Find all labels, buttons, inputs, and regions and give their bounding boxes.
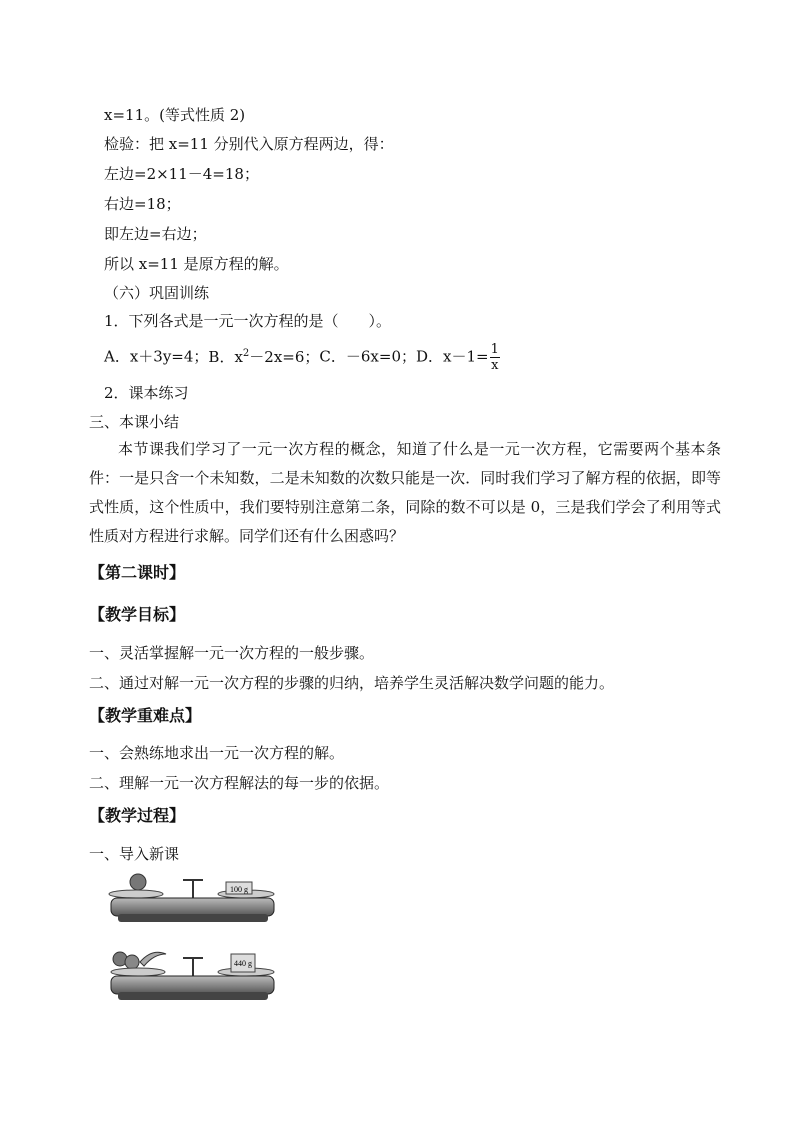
balance-scale-image-1 <box>108 868 278 926</box>
banana-icon <box>140 952 166 966</box>
weight-label-2: 440 g <box>234 959 252 968</box>
check-intro: 检验：把 x=11 分别代入原方程两边，得： <box>104 135 394 153</box>
option-b: B．$x^2-2x=6$； <box>208 347 320 366</box>
key-point-1: 一、会熟练地求出一元一次方程的解。 <box>89 744 345 762</box>
goal-2: 二、通过对解一元一次方程的步骤的归纳，培养学生灵活解决数学问题的能力。 <box>89 674 615 692</box>
question-2: 2．课本练习 <box>104 384 189 402</box>
balance-scale-image-2 <box>108 942 278 1004</box>
summary-text: 本节课我们学习了一元一次方程的概念，知道了什么是一元一次方程，它需要两个基本条件：一是只含一个未知数，二是未知数的次数只能是一次．同时我们学习了解方程的依据，即等式性质，这个性质中，我们要特别注意第二条，同除的数不可以是 0，三是我们学会了利用等式性质对方程进行求解。同学们还有什么困惑吗？ <box>89 440 721 545</box>
intro-new-lesson: 一、导入新课 <box>89 845 180 863</box>
step-result: x=11。(等式性质 2) <box>104 106 246 124</box>
goal-1: 一、灵活掌握解一元一次方程的一般步骤。 <box>89 644 375 662</box>
second-lesson-title: 【第二课时】 <box>89 563 186 582</box>
fruit-icon <box>125 955 139 969</box>
process-heading: 【教学过程】 <box>89 806 186 825</box>
fruit-icon <box>130 874 146 890</box>
left-side: 左边=2×11－4=18； <box>104 165 259 183</box>
key-point-2: 二、理解一元一次方程解法的每一步的依据。 <box>89 774 390 792</box>
key-points-heading: 【教学重难点】 <box>89 706 202 725</box>
question-1-options <box>104 342 500 373</box>
option-d-fraction: $\frac{1}{x}$ <box>490 342 499 373</box>
question-1: 1．下列各式是一元一次方程的是（ ）。 <box>104 312 392 330</box>
option-c: C．－6x=0； <box>319 347 416 366</box>
conclusion: 所以 x=11 是原方程的解。 <box>104 255 289 273</box>
practice-heading: （六）巩固训练 <box>104 284 210 302</box>
right-side: 右边=18； <box>104 195 181 213</box>
summary-heading: 三、本课小结 <box>89 413 180 431</box>
weight-label-1: 100 g <box>230 885 248 894</box>
goals-heading: 【教学目标】 <box>89 605 186 624</box>
option-a: A．x＋3y=4； <box>104 347 209 366</box>
equal-statement: 即左边=右边； <box>104 225 207 243</box>
option-d: D．x－1= <box>416 347 489 366</box>
